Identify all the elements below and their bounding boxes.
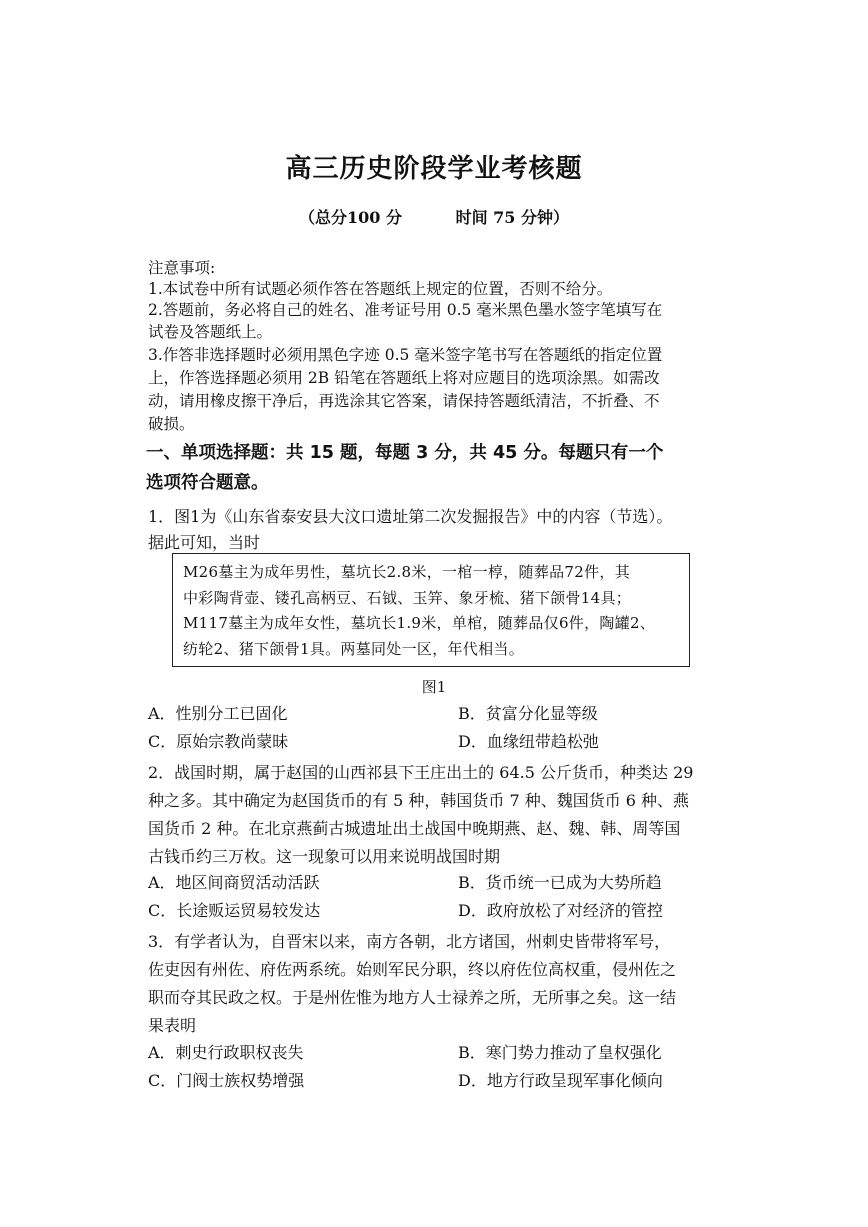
- question-2-stem: 古钱币约三万枚。这一现象可以用来说明战国时期: [148, 847, 501, 866]
- notice-line: 1.本试卷中所有试题必须作答在答题纸上规定的位置，否则不给分。: [148, 280, 613, 298]
- q1-source-box: [172, 553, 690, 667]
- notice-line: 试卷及答题纸上。: [148, 323, 273, 341]
- q1-option-a: A．性别分工已固化: [148, 704, 288, 723]
- source-line: M117墓主为成年女性，墓坑长1.9米，单棺，随葬品仅6件，陶罐2、: [183, 614, 656, 632]
- figure-label: 图1: [421, 678, 447, 696]
- q3-option-a: A．刺史行政职权丧失: [148, 1043, 304, 1062]
- question-1-stem: 1．图1为《山东省泰安县大汶口遗址第二次发掘报告》中的内容（节选）。: [148, 507, 673, 526]
- q2-option-c: C．长途贩运贸易较发达: [148, 901, 321, 920]
- q1-option-d: D．血缘纽带趋松弛: [458, 732, 599, 751]
- question-2-stem: 国货币 2 种。在北京燕蓟古城遗址出土战国中晚期燕、赵、魏、韩、周等国: [148, 819, 681, 838]
- exam-title: 高三历史阶段学业考核题: [285, 154, 583, 184]
- question-3-stem: 职而夺其民政之权。于是州佐惟为地方人士禄养之所，无所事之矣。这一结: [148, 988, 677, 1007]
- notice-line: 上，作答选择题必须用 2B 铅笔在答题纸上将对应题目的选项涂黑。如需改: [148, 369, 660, 387]
- q2-option-b: B．货币统一已成为大势所趋: [458, 873, 662, 892]
- total-score: （总分100 分: [299, 208, 402, 227]
- notice-line: 3.作答非选择题时必须用黑色字迹 0.5 毫米签字笔书写在答题纸的指定位置: [148, 346, 663, 364]
- source-line: 中彩陶背壶、镂孔高柄豆、石钺、玉笄、象牙梳、猪下颌骨14具；: [183, 588, 632, 607]
- question-2-stem: 2．战国时期，属于赵国的山西祁县下王庄出土的 64.5 公斤货币，种类达 29: [148, 763, 694, 782]
- q2-option-d: D．政府放松了对经济的管控: [458, 901, 663, 920]
- question-3-stem: 果表明: [148, 1016, 197, 1035]
- notice-line: 2.答题前，务必将自己的姓名、准考证号用 0.5 毫米黑色墨水签字笔填写在: [148, 301, 663, 319]
- q1-option-b: B．贫富分化显等级: [458, 704, 598, 723]
- notice-line: 动，请用橡皮擦干净后，再选涂其它答案，请保持答题纸清洁，不折叠、不: [148, 392, 660, 410]
- q2-option-a: A．地区间商贸活动活跃: [148, 873, 320, 892]
- q3-option-c: C．门阀士族权势增强: [148, 1071, 305, 1090]
- q1-option-c: C．原始宗教尚蒙昧: [148, 732, 289, 751]
- notice-line: 破损。: [148, 415, 195, 433]
- notice-heading: 注意事项:: [148, 259, 216, 277]
- section-heading: 一、单项选择题：共 15 题，每题 3 分，共 45 分。每题只有一个: [146, 443, 664, 463]
- q3-option-b: B．寒门势力推动了皇权强化: [458, 1043, 662, 1062]
- exam-duration: 时间 75 分钟）: [455, 208, 569, 227]
- source-line: 纺轮2、猪下颌骨1具。两墓同处一区，年代相当。: [183, 639, 524, 658]
- exam-subtitle: [0, 205, 868, 228]
- question-2-stem: 种之多。其中确定为赵国货币的有 5 种，韩国货币 7 种、魏国货币 6 种、燕: [148, 791, 690, 810]
- q3-option-d: D．地方行政呈现军事化倾向: [458, 1071, 663, 1090]
- source-line: M26墓主为成年男性，墓坑长2.8米，一棺一椁，随葬品72件，其: [183, 563, 630, 581]
- section-heading: 选项符合题意。: [146, 473, 269, 493]
- question-3-stem: 佐吏因有州佐、府佐两系统。始则军民分职，终以府佐位高权重，侵州佐之: [148, 960, 677, 979]
- question-3-stem: 3．有学者认为，自晋宋以来，南方各朝，北方诸国，州刺史皆带将军号，: [148, 932, 671, 951]
- question-1-stem: 据此可知，当时: [148, 533, 261, 552]
